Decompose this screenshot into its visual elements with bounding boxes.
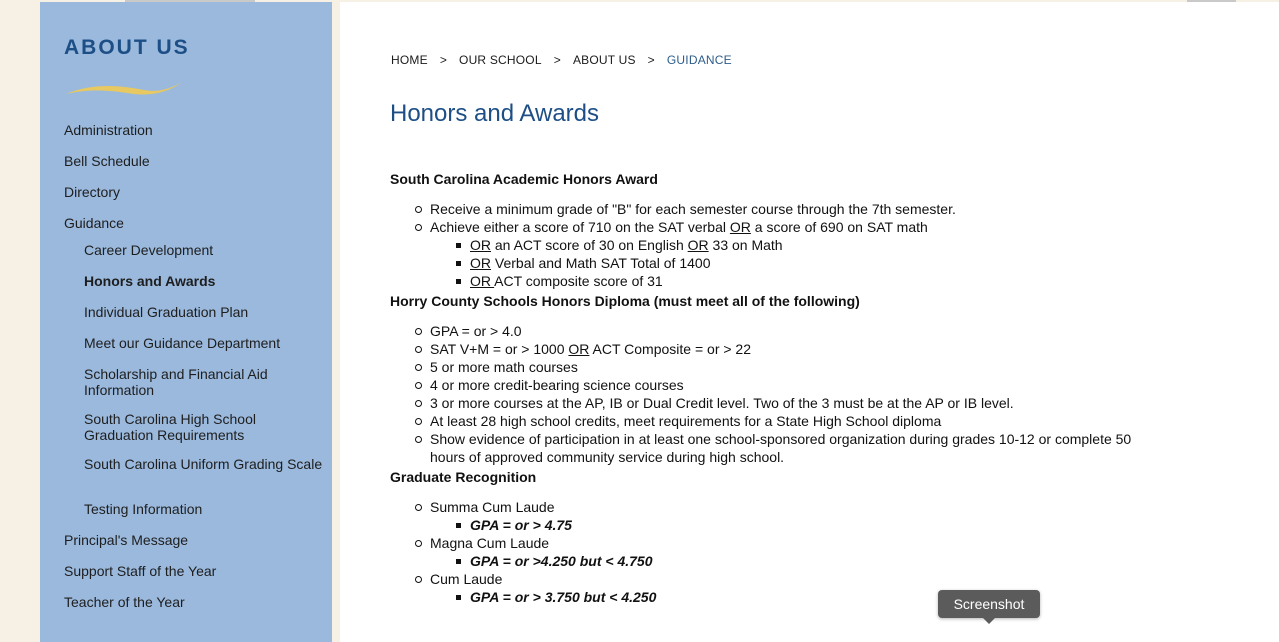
sidebar-item-support-staff[interactable]: Support Staff of the Year (64, 563, 217, 579)
sidebar-subitem-individual-graduation-plan[interactable]: Individual Graduation Plan (84, 304, 249, 320)
sc-award-list (390, 200, 1190, 290)
sublist (430, 236, 1190, 290)
sidebar-subitem-scholarship[interactable]: Scholarship and Financial Aid Information (84, 366, 268, 398)
list-item: 5 or more math courses (390, 358, 1150, 376)
swoosh-decoration-icon (64, 78, 184, 102)
list-item: Receive a minimum grade of "B" for each semester course through the 7th semester. (390, 200, 1190, 218)
breadcrumb-our-school[interactable]: OUR SCHOOL (459, 53, 542, 67)
screenshot-tooltip: Screenshot (938, 590, 1040, 618)
list-item: GPA = or > 4.0 (390, 322, 1150, 340)
breadcrumb-separator: > (647, 53, 655, 67)
breadcrumb-about-us[interactable]: ABOUT US (572, 53, 636, 67)
sidebar-item-guidance[interactable]: Guidance (64, 215, 124, 231)
sidebar-subitem-testing-information[interactable]: Testing Information (84, 501, 203, 517)
list-item: 4 or more credit-bearing science courses (390, 376, 1150, 394)
sidebar-item-principals-message[interactable]: Principal's Message (64, 532, 189, 548)
list-item: Summa Cum Laude GPA = or > 4.75 (390, 498, 1190, 534)
breadcrumb-home[interactable]: HOME (391, 53, 428, 67)
breadcrumb-separator: > (439, 53, 448, 67)
list-item: Cum Laude GPA = or > 3.750 but < 4.250 (390, 570, 1190, 606)
sidebar-nav (64, 122, 324, 625)
list-item: SAT V+M = or > 1000 OR ACT Composite = or > 22 (390, 340, 1150, 358)
sub-list-item: OR an ACT score of 30 on English OR 33 on Math (390, 236, 1190, 254)
sidebar-item-teacher-of-year[interactable]: Teacher of the Year (64, 594, 185, 610)
section-heading-graduate-recognition: Graduate Recognition (390, 469, 537, 485)
article-body (390, 168, 1190, 606)
list-item: 3 or more courses at the AP, IB or Dual Credit level. Two of the 3 must be at the AP or IB level. (390, 394, 1150, 412)
breadcrumb (391, 53, 732, 67)
sidebar-subitem-sc-graduation-requirements[interactable]: South Carolina High School Graduation Requirements (84, 411, 256, 443)
main-content (340, 2, 1279, 642)
list-item: Achieve either a score of 710 on the SAT verbal OR a score of 690 on SAT math OR an ACT score of 30 on English OR 33 on Math OR Verbal and Math SAT Total of 1400 OR ACT composite score of 31 (390, 218, 1190, 290)
sidebar (40, 2, 332, 642)
sidebar-item-administration[interactable]: Administration (64, 122, 153, 138)
section-heading-hcs-diploma: Horry County Schools Honors Diploma (must meet all of the following) (390, 293, 860, 309)
section-heading-sc-award: South Carolina Academic Honors Award (390, 171, 658, 187)
sidebar-subitem-meet-guidance[interactable]: Meet our Guidance Department (84, 335, 281, 351)
graduate-recognition-list (390, 498, 1190, 606)
breadcrumb-current: GUIDANCE (666, 53, 732, 67)
sub-list-item: GPA = or >4.250 but < 4.750 (390, 552, 1190, 570)
list-item: At least 28 high school credits, meet requirements for a State High School diploma (390, 412, 1150, 430)
sub-list-item: OR ACT composite score of 31 (390, 272, 1190, 290)
sidebar-subitem-career-development[interactable]: Career Development (84, 242, 214, 258)
breadcrumb-separator: > (553, 53, 561, 67)
sidebar-subitem-sc-grading-scale[interactable]: South Carolina Uniform Grading Scale (84, 456, 323, 472)
sidebar-subitem-honors-and-awards[interactable]: Honors and Awards (84, 273, 216, 289)
sub-list-item: GPA = or > 4.75 (390, 516, 1190, 534)
sidebar-item-bell-schedule[interactable]: Bell Schedule (64, 153, 150, 169)
sidebar-item-directory[interactable]: Directory (64, 184, 121, 200)
sidebar-title: ABOUT US (64, 36, 190, 59)
list-item: Magna Cum Laude GPA = or >4.250 but < 4.750 (390, 534, 1190, 570)
page-title: Honors and Awards (390, 100, 600, 127)
list-item: Show evidence of participation in at least one school-sponsored organization during grades 10-12 or complete 50 hours of approved community service during high school. (390, 430, 1150, 466)
sub-list-item: OR Verbal and Math SAT Total of 1400 (390, 254, 1190, 272)
sub-list-item: GPA = or > 3.750 but < 4.250 (390, 588, 1190, 606)
hcs-diploma-list (390, 322, 1150, 466)
